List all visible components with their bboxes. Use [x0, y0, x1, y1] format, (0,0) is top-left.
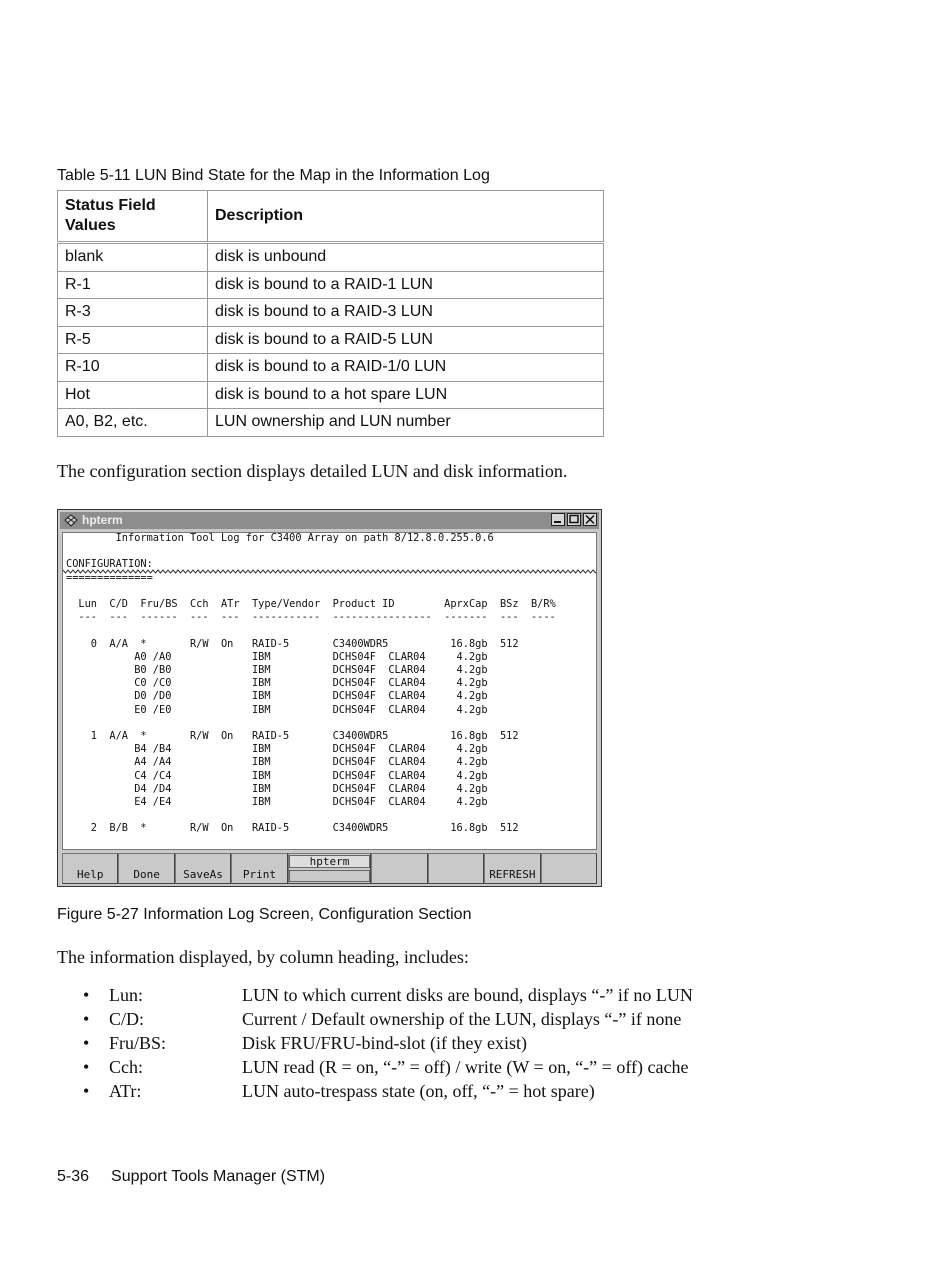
table-header-row — [58, 191, 604, 243]
column-heading-term: Cch: — [109, 1057, 143, 1077]
softkey-bar — [62, 853, 597, 884]
table-caption: Table 5-11 LUN Bind State for the Map in the Information Log — [57, 167, 490, 184]
page-footer — [57, 1168, 325, 1186]
status-description: disk is bound to a RAID-3 LUN — [208, 299, 604, 327]
wave-separator — [63, 569, 597, 575]
status-description: disk is bound to a hot spare LUN — [208, 381, 604, 409]
status-field-value: Hot — [58, 381, 208, 409]
status-field-value: A0, B2, etc. — [58, 409, 208, 437]
status-field-value: blank — [58, 243, 208, 272]
hpterm-icon — [64, 514, 78, 527]
softkey-label: Done — [133, 868, 160, 881]
page-number: 5-36 — [57, 1168, 90, 1185]
status-description: disk is bound to a RAID-5 LUN — [208, 326, 604, 354]
column-heading-term: C/D: — [109, 1009, 145, 1029]
bullet-icon: • — [83, 1081, 90, 1101]
config-paragraph: The configuration section displays detailed LUN and disk information. — [57, 461, 568, 481]
close-icon[interactable] — [583, 513, 597, 526]
column-heading-definition: LUN read (R = on, “-” = off) / write (W = on, “-” = off) cache — [242, 1057, 689, 1077]
terminal-text: Information Tool Log for C3400 Array on path 8/12.8.0.255.0.6 CONFIGURATION: ============== Lun C/D Fru/BS Cch ATr Type/Vendor Product ID AprxCap BSz B/R% --- --- ------ --- --- ----------- ---------------- ------- --- ---- 0 A/A * R/W On RAID-5 C3400WDR5 16.8gb 512 A0 /A0 IBM DCHS04F CLAR04 4.2gb B0 /B0 IBM DCHS04F CLAR04 4.2gb C0 /C0 IBM DCHS04F CLAR04 4.2gb D0 /D0 IBM DCHS04F CLAR04 4.2gb E0 /E0 IBM DCHS04F CLAR04 4.2gb 1 A/A * R/W On RAID-5 C3400WDR5 16.8gb 512 B4 /B4 IBM DCHS04F CLAR04 4.2gb A4 /A4 IBM DCHS04F CLAR04 4.2gb C4 /C4 IBM DCHS04F CLAR04 4.2gb D4 /D4 IBM DCHS04F CLAR04 4.2gb E4 /E4 IBM DCHS04F CLAR04 4.2gb 2 B/B * R/W On RAID-5 C3400WDR5 16.8gb 512 — [66, 532, 556, 835]
column-heading-definition: LUN to which current disks are bound, displays “-” if no LUN — [242, 985, 693, 1005]
softkey-title-blank — [289, 870, 371, 882]
softkey-label: REFRESH — [489, 868, 536, 881]
table-row — [58, 409, 604, 437]
column-heading-definition: Current / Default ownership of the LUN, displays “-” if none — [242, 1009, 682, 1029]
status-field-value: R-1 — [58, 271, 208, 299]
bullet-icon: • — [83, 1009, 90, 1029]
softkey-label: Print — [242, 868, 277, 881]
lun-bind-state-table — [57, 190, 604, 437]
softkey-refresh[interactable] — [484, 853, 540, 884]
softkey-label: SaveAs — [183, 868, 223, 881]
softkey-title-label: hpterm — [289, 855, 371, 868]
status-field-value: R-5 — [58, 326, 208, 354]
status-field-value: R-10 — [58, 354, 208, 382]
terminal-area[interactable] — [62, 532, 597, 850]
softkey-blank[interactable] — [541, 853, 597, 884]
column-heading-term: ATr: — [109, 1081, 142, 1101]
softkey-help[interactable] — [62, 853, 118, 884]
softkey-print[interactable] — [231, 853, 287, 884]
window-title: hpterm — [82, 513, 123, 527]
softkey-blank[interactable] — [428, 853, 484, 884]
status-description: disk is bound to a RAID-1/0 LUN — [208, 354, 604, 382]
softkey-blank[interactable] — [371, 853, 427, 884]
bullet-icon: • — [83, 985, 90, 1005]
info-paragraph: The information displayed, by column heading, includes: — [57, 947, 469, 967]
softkey-saveas[interactable] — [175, 853, 231, 884]
softkey-done[interactable] — [118, 853, 174, 884]
table-row — [58, 381, 604, 409]
table-row — [58, 354, 604, 382]
table-row — [58, 243, 604, 272]
bullet-icon: • — [83, 1057, 90, 1077]
status-field-value: R-3 — [58, 299, 208, 327]
window-controls — [549, 513, 597, 531]
header-description: Description — [208, 191, 604, 243]
column-heading-term: Lun: — [109, 985, 143, 1005]
column-heading-term: Fru/BS: — [109, 1033, 167, 1053]
maximize-icon[interactable] — [567, 513, 581, 526]
table-row — [58, 299, 604, 327]
minimize-icon[interactable] — [551, 513, 565, 526]
figure-caption: Figure 5-27 Information Log Screen, Configuration Section — [57, 906, 472, 923]
status-description: LUN ownership and LUN number — [208, 409, 604, 437]
column-heading-definition: Disk FRU/FRU-bind-slot (if they exist) — [242, 1033, 528, 1053]
table-row — [58, 326, 604, 354]
title-bar[interactable] — [60, 512, 599, 529]
softkey-title[interactable] — [288, 853, 372, 884]
status-description: disk is unbound — [208, 243, 604, 272]
footer-section: Support Tools Manager (STM) — [111, 1168, 326, 1185]
hpterm-window — [57, 509, 602, 887]
bullet-icon: • — [83, 1033, 90, 1053]
table-row — [58, 271, 604, 299]
header-status-field-values: Status Field Values — [58, 191, 208, 243]
status-description: disk is bound to a RAID-1 LUN — [208, 271, 604, 299]
column-heading-definition: LUN auto-trespass state (on, off, “-” = hot spare) — [242, 1081, 595, 1101]
softkey-label: Help — [76, 868, 104, 881]
